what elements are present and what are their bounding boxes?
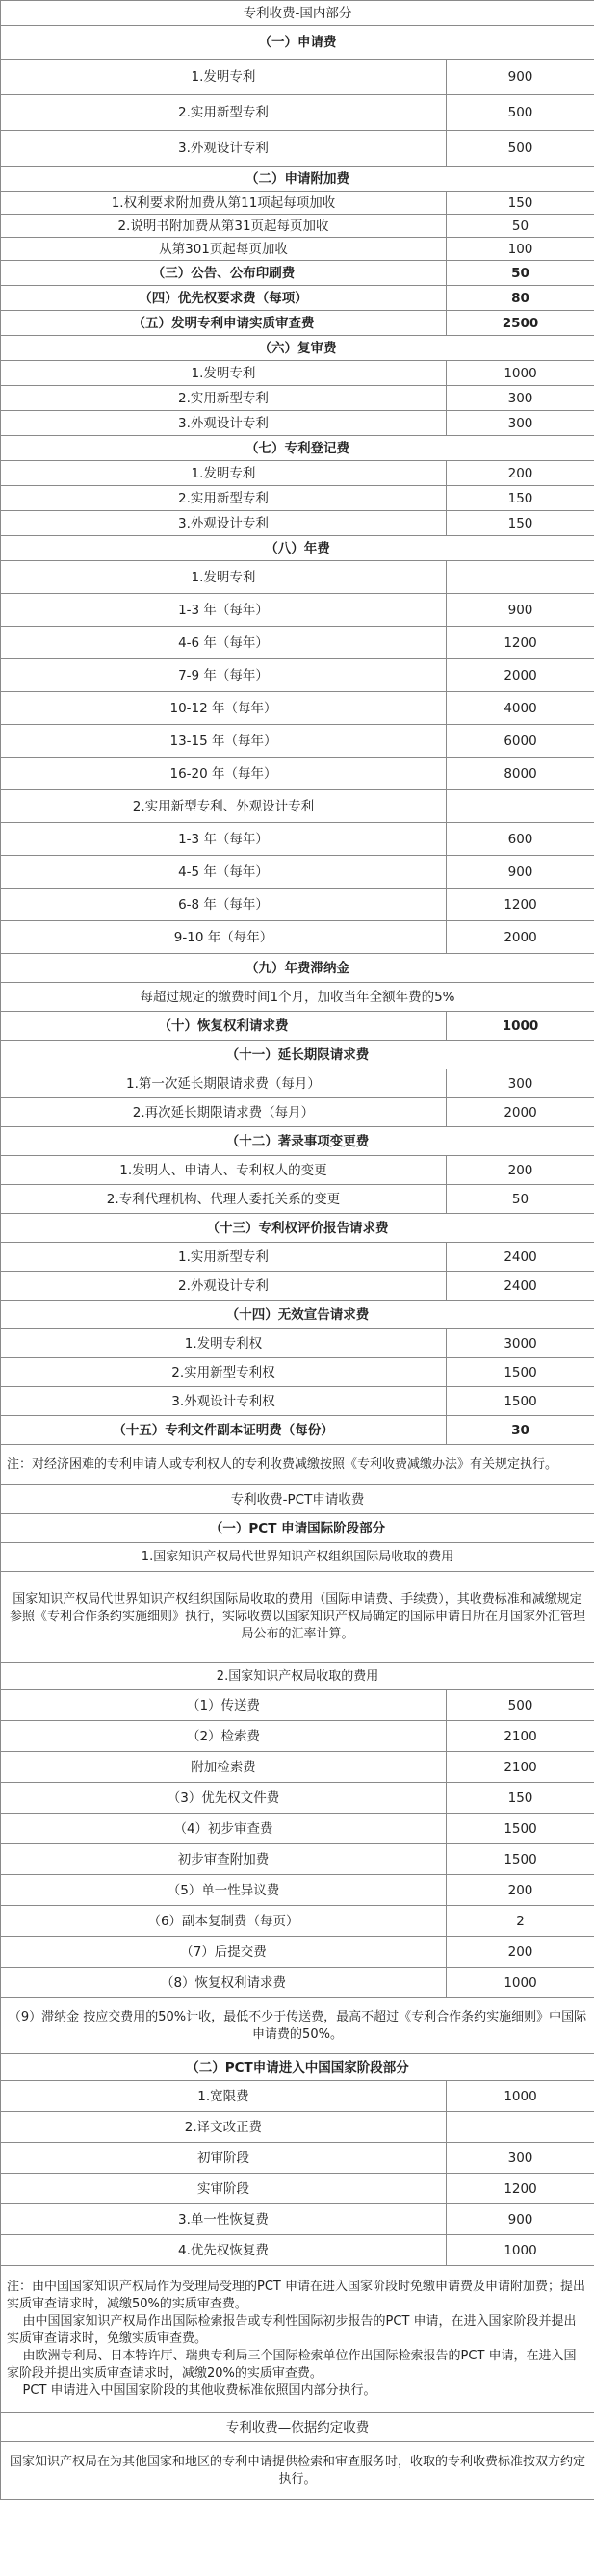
- table-title-row: [1, 1485, 594, 1514]
- fee-item-label: 1.发明人、申请人、专利权人的变更: [1, 1156, 447, 1185]
- fee-item-label: 附加检索费: [1, 1752, 447, 1783]
- fee-amount: 1200: [447, 2174, 594, 2204]
- fee-item-label: （6）副本复制费（每页）: [1, 1906, 447, 1937]
- fee-item-label: （7）后提交费: [1, 1937, 447, 1968]
- section-heading-row: [1, 167, 594, 192]
- fee-item-label: 3.外观设计专利: [1, 411, 447, 436]
- fee-amount: 2100: [447, 1721, 594, 1752]
- section-heading-row: [1, 261, 594, 286]
- fee-item-label: 1.第一次延长期限请求费（每月）: [1, 1069, 447, 1098]
- fee-item-label: 13-15 年（每年）: [1, 725, 447, 758]
- fee-row: [1, 2143, 594, 2174]
- note-row: [1, 1445, 594, 1485]
- fee-row: [1, 790, 594, 823]
- fee-row: [1, 1098, 594, 1127]
- row-label: 专利收费-国内部分: [1, 1, 594, 26]
- fee-row: [1, 1069, 594, 1098]
- fee-item-label: 10-12 年（每年）: [1, 692, 447, 725]
- fee-row: [1, 2081, 594, 2112]
- fee-row: [1, 856, 594, 889]
- row-label: （十五）专利文件副本证明费（每份）: [1, 1416, 447, 1445]
- section-heading-row: [1, 436, 594, 461]
- section-heading-row: [1, 1041, 594, 1069]
- fee-row: [1, 1875, 594, 1906]
- fee-item-label: 2.外观设计专利: [1, 1272, 447, 1301]
- fee-amount: 500: [447, 95, 594, 131]
- text-row: [1, 1998, 594, 2054]
- fee-amount: 1000: [447, 1968, 594, 1998]
- fee-item-label: 1-3 年（每年）: [1, 823, 447, 856]
- text-row: [1, 1543, 594, 1572]
- fee-item-label: 3.外观设计专利权: [1, 1387, 447, 1416]
- fee-item-label: 2.实用新型专利: [1, 486, 447, 511]
- section-heading-row: [1, 1416, 594, 1445]
- fee-row: [1, 1243, 594, 1272]
- fee-row: [1, 386, 594, 411]
- fee-row: [1, 1721, 594, 1752]
- fee-amount: 6000: [447, 725, 594, 758]
- fee-amount: 100: [447, 238, 594, 261]
- fee-item-label: （5）单一性异议费: [1, 1875, 447, 1906]
- fee-row: [1, 627, 594, 659]
- fee-amount: [447, 2112, 594, 2143]
- fee-item-label: 3.外观设计专利: [1, 131, 447, 167]
- fee-row: [1, 983, 594, 1012]
- fee-amount: 4000: [447, 692, 594, 725]
- fee-item-label: 1.发明专利: [1, 361, 447, 386]
- fee-amount: 150: [447, 486, 594, 511]
- fee-row: [1, 511, 594, 536]
- fee-amount: 2100: [447, 1752, 594, 1783]
- fee-item-label: 3.单一性恢复费: [1, 2204, 447, 2235]
- section-heading-row: [1, 1301, 594, 1329]
- fee-row: [1, 725, 594, 758]
- fee-amount: 2000: [447, 659, 594, 692]
- fee-item-label: 1.发明专利权: [1, 1329, 447, 1358]
- row-label: 2.国家知识产权局收取的费用: [1, 1663, 594, 1690]
- fee-amount: 2: [447, 1906, 594, 1937]
- fee-amount: 1000: [447, 2081, 594, 2112]
- fee-row: [1, 1185, 594, 1214]
- fee-item-label: 6-8 年（每年）: [1, 889, 447, 921]
- fee-item-label: 4.优先权恢复费: [1, 2235, 447, 2266]
- fee-row: [1, 2112, 594, 2143]
- row-label: （六）复审费: [1, 336, 594, 361]
- section-heading-row: [1, 536, 594, 561]
- fee-row: [1, 823, 594, 856]
- row-label: 国家知识产权局在为其他国家和地区的专利申请提供检索和审查服务时，收取的专利收费标准按双方约定执行。: [1, 2442, 594, 2500]
- table-title-row: [1, 1, 594, 26]
- fee-amount: 200: [447, 1937, 594, 1968]
- row-label: 专利收费—依据约定收费: [1, 2413, 594, 2442]
- fee-row: [1, 2174, 594, 2204]
- fee-item-label: 2.实用新型专利权: [1, 1358, 447, 1387]
- fee-item-label: 7-9 年（每年）: [1, 659, 447, 692]
- row-label: （一）申请费: [1, 26, 594, 60]
- section-heading-row: [1, 26, 594, 60]
- fee-amount: 50: [447, 261, 594, 286]
- fee-amount: 500: [447, 131, 594, 167]
- fee-row: [1, 659, 594, 692]
- row-label: 1.国家知识产权局代世界知识产权组织国际局收取的费用: [1, 1543, 594, 1572]
- fee-row: [1, 60, 594, 95]
- fee-item-label: 1.实用新型专利: [1, 1243, 447, 1272]
- fee-item-label: 1.发明专利: [1, 60, 447, 95]
- fee-item-label: 2.再次延长期限请求费（每月）: [1, 1098, 447, 1127]
- fee-amount: [447, 790, 594, 823]
- fee-amount: 1000: [447, 1012, 594, 1041]
- fee-row: [1, 1156, 594, 1185]
- fee-amount: 1500: [447, 1387, 594, 1416]
- fee-row: [1, 921, 594, 954]
- row-label: （三）公告、公布印刷费: [1, 261, 447, 286]
- fee-amount: 300: [447, 411, 594, 436]
- row-label: （十二）著录事项变更费: [1, 1127, 594, 1156]
- section-heading-row: [1, 1214, 594, 1243]
- fee-amount: 50: [447, 1185, 594, 1214]
- fee-item-label: 4-6 年（每年）: [1, 627, 447, 659]
- fee-amount: 2500: [447, 311, 594, 336]
- fee-amount: 1000: [447, 2235, 594, 2266]
- row-label: 注：由中国国家知识产权局作为受理局受理的PCT 申请在进入国家阶段时免缴申请费及申请附加费；提出实质审查请求时，减缴50%的实质审查费。 由中国国家知识产权局作出国际检索报告或专利性国际初步报告的PCT 申请，在进入国家阶段并提出实质审查请求时，免缴实质审查费。 由欧洲专利局、日本特许厅、瑞典专利局三个国际检索单位作出国际检索报告的PCT 申请，在进入国家阶段并提出实质审查请求时，减缴20%的实质审查费。 PCT 申请进入中国国家阶段的其他收费标准依照国内部分执行。: [1, 2266, 594, 2413]
- fee-row: [1, 1968, 594, 1998]
- fee-item-label: 2.说明书附加费从第31页起每页加收: [1, 215, 447, 238]
- fee-item-label: 16-20 年（每年）: [1, 758, 447, 790]
- fee-amount: 1200: [447, 627, 594, 659]
- fee-row: [1, 1814, 594, 1844]
- fee-row: [1, 758, 594, 790]
- fee-amount: 900: [447, 60, 594, 95]
- fee-row: [1, 2235, 594, 2266]
- row-label: （二）申请附加费: [1, 167, 594, 192]
- fee-row: [1, 486, 594, 511]
- fee-item-label: 1.发明专利: [1, 461, 447, 486]
- text-row: [1, 1572, 594, 1663]
- fee-amount: 3000: [447, 1329, 594, 1358]
- note-row: [1, 2266, 594, 2413]
- fee-item-label: 1.权利要求附加费从第11项起每项加收: [1, 192, 447, 215]
- fee-item-label: 3.外观设计专利: [1, 511, 447, 536]
- row-label: （十一）延长期限请求费: [1, 1041, 594, 1069]
- fee-amount: 1500: [447, 1358, 594, 1387]
- row-label: （十三）专利权评价报告请求费: [1, 1214, 594, 1243]
- text-row: [1, 2442, 594, 2500]
- section-heading-row: [1, 1127, 594, 1156]
- row-label: （二）PCT申请进入中国国家阶段部分: [1, 2054, 594, 2081]
- fee-row: [1, 95, 594, 131]
- row-label: （九）年费滞纳金: [1, 954, 594, 983]
- fee-amount: 300: [447, 1069, 594, 1098]
- row-label: （四）优先权要求费（每项）: [1, 286, 447, 311]
- fee-amount: 2400: [447, 1272, 594, 1301]
- section-heading-row: [1, 2054, 594, 2081]
- row-label: 专利收费-PCT申请收费: [1, 1485, 594, 1514]
- section-heading-row: [1, 1012, 594, 1041]
- fee-amount: 200: [447, 461, 594, 486]
- fee-amount: 1000: [447, 361, 594, 386]
- fee-row: [1, 192, 594, 215]
- fee-row: [1, 461, 594, 486]
- fee-row: [1, 889, 594, 921]
- fee-item-label: （1）传送费: [1, 1690, 447, 1721]
- fee-item-label: 9-10 年（每年）: [1, 921, 447, 954]
- fee-item-label: 实审阶段: [1, 2174, 447, 2204]
- fee-amount: 30: [447, 1416, 594, 1445]
- fee-amount: 150: [447, 511, 594, 536]
- section-heading-row: [1, 311, 594, 336]
- fee-item-label: 2.专利代理机构、代理人委托关系的变更: [1, 1185, 447, 1214]
- row-label: （七）专利登记费: [1, 436, 594, 461]
- fee-item-label: 2.实用新型专利: [1, 386, 447, 411]
- fee-row: [1, 1937, 594, 1968]
- fee-row: [1, 1387, 594, 1416]
- fee-item-label: 初步审查附加费: [1, 1844, 447, 1875]
- fee-item-label: （8）恢复权利请求费: [1, 1968, 447, 1998]
- fee-row: [1, 411, 594, 436]
- fee-row: [1, 1272, 594, 1301]
- fee-amount: 1500: [447, 1814, 594, 1844]
- fee-item-label: 每超过规定的缴费时间1个月，加收当年全额年费的5%: [1, 983, 594, 1012]
- fee-row: [1, 1752, 594, 1783]
- fee-amount: 200: [447, 1156, 594, 1185]
- fee-amount: 1200: [447, 889, 594, 921]
- fee-item-label: （4）初步审查费: [1, 1814, 447, 1844]
- row-label: （十）恢复权利请求费: [1, 1012, 447, 1041]
- fee-row: [1, 1906, 594, 1937]
- fee-amount: 900: [447, 594, 594, 627]
- section-heading-row: [1, 954, 594, 983]
- fee-row: [1, 692, 594, 725]
- fee-table-body: [1, 1, 594, 2500]
- fee-item-label: 2.实用新型专利、外观设计专利: [1, 790, 447, 823]
- row-label: 注：对经济困难的专利申请人或专利权人的专利收费减缴按照《专利收费减缴办法》有关规定执行。: [1, 1445, 594, 1485]
- row-label: （五）发明专利申请实质审查费: [1, 311, 447, 336]
- fee-row: [1, 131, 594, 167]
- section-heading-row: [1, 336, 594, 361]
- fee-row: [1, 1358, 594, 1387]
- fee-amount: 2000: [447, 1098, 594, 1127]
- fee-item-label: （2）检索费: [1, 1721, 447, 1752]
- fee-item-label: 2.译文改正费: [1, 2112, 447, 2143]
- fee-item-label: 4-5 年（每年）: [1, 856, 447, 889]
- fee-item-label: 1-3 年（每年）: [1, 594, 447, 627]
- row-label: （八）年费: [1, 536, 594, 561]
- fee-amount: 600: [447, 823, 594, 856]
- section-heading-row: [1, 286, 594, 311]
- fee-amount: 900: [447, 856, 594, 889]
- fee-item-label: 从第301页起每页加收: [1, 238, 447, 261]
- fee-row: [1, 561, 594, 594]
- fee-item-label: 初审阶段: [1, 2143, 447, 2174]
- row-label: （十四）无效宣告请求费: [1, 1301, 594, 1329]
- fee-amount: 8000: [447, 758, 594, 790]
- fee-item-label: 2.实用新型专利: [1, 95, 447, 131]
- table-title-row: [1, 2413, 594, 2442]
- fee-row: [1, 1329, 594, 1358]
- row-label: 国家知识产权局代世界知识产权组织国际局收取的费用（国际申请费、手续费），其收费标准和减缴规定参照《专利合作条约实施细则》执行，实际收费以国家知识产权局确定的国际申请日所在月国家外汇管理局公布的汇率计算。: [1, 1572, 594, 1663]
- fee-amount: 50: [447, 215, 594, 238]
- fee-amount: [447, 561, 594, 594]
- row-label: （一）PCT 申请国际阶段部分: [1, 1514, 594, 1543]
- fee-amount: 900: [447, 2204, 594, 2235]
- fee-row: [1, 238, 594, 261]
- fee-item-label: 1.发明专利: [1, 561, 447, 594]
- fee-amount: 1500: [447, 1844, 594, 1875]
- fee-amount: 2000: [447, 921, 594, 954]
- fee-amount: 200: [447, 1875, 594, 1906]
- fee-row: [1, 1690, 594, 1721]
- fee-amount: 300: [447, 386, 594, 411]
- fee-row: [1, 1844, 594, 1875]
- fee-item-label: （3）优先权文件费: [1, 1783, 447, 1814]
- fee-row: [1, 215, 594, 238]
- fee-amount: 300: [447, 2143, 594, 2174]
- text-row: [1, 1663, 594, 1690]
- fee-amount: 150: [447, 1783, 594, 1814]
- fee-amount: 2400: [447, 1243, 594, 1272]
- fee-item-label: 1.宽限费: [1, 2081, 447, 2112]
- row-label: （9）滞纳金 按应交费用的50%计收，最低不少于传送费，最高不超过《专利合作条约实施细则》中国际申请费的50%。: [1, 1998, 594, 2054]
- fee-row: [1, 2204, 594, 2235]
- fee-amount: 150: [447, 192, 594, 215]
- fee-row: [1, 1783, 594, 1814]
- fee-row: [1, 594, 594, 627]
- fee-amount: 500: [447, 1690, 594, 1721]
- fee-amount: 80: [447, 286, 594, 311]
- fee-row: [1, 361, 594, 386]
- section-heading-row: [1, 1514, 594, 1543]
